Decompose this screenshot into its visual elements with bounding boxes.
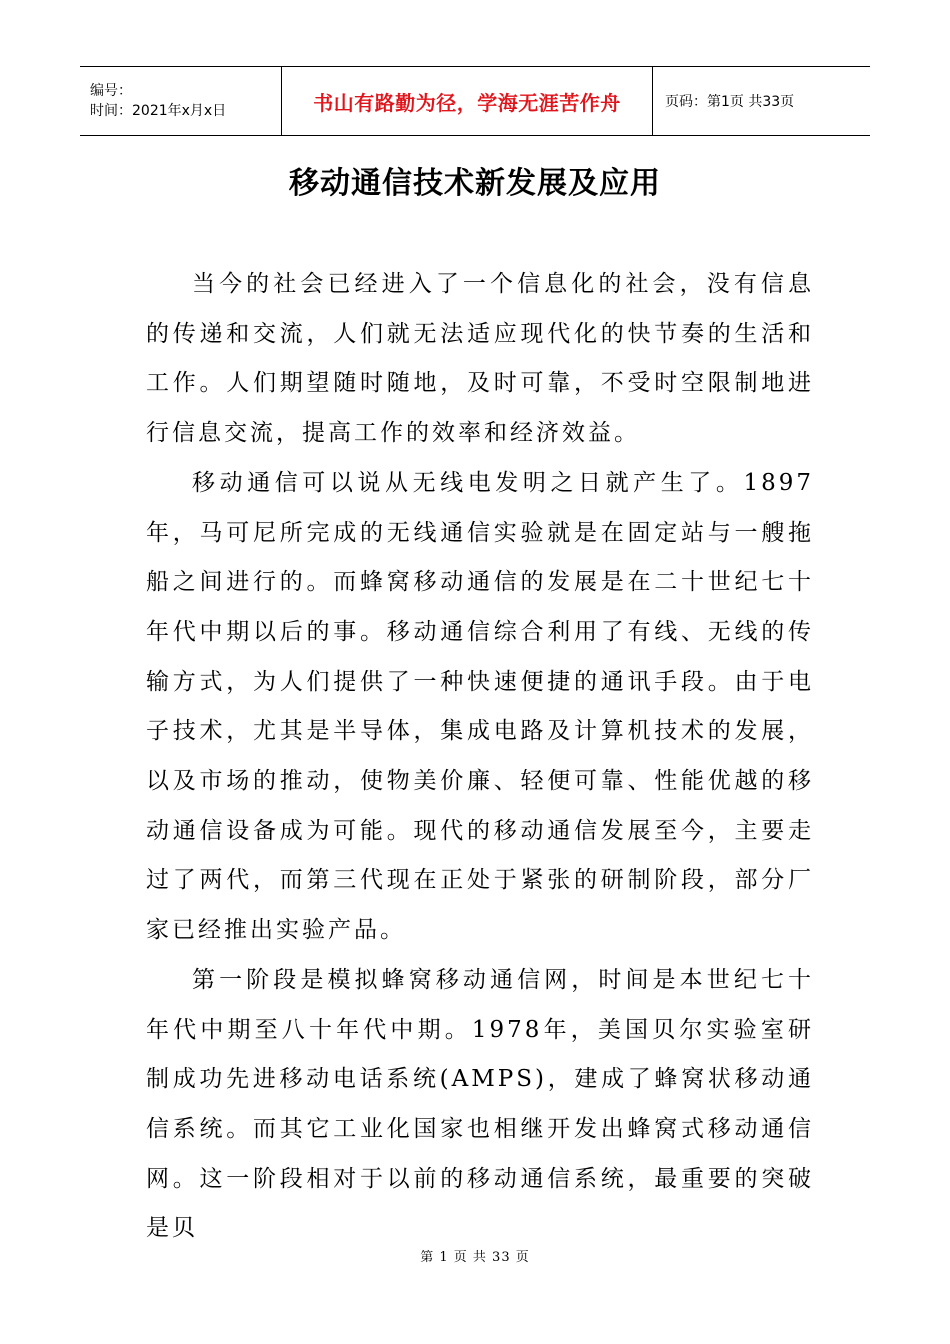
header-table xyxy=(80,66,870,136)
paragraph-3: 第一阶段是模拟蜂窝移动通信网，时间是本世纪七十年代中期至八十年代中期。1978年，美国贝尔实验室研制成功先进移动电话系统(AMPS)，建成了蜂窝状移动通信系统。而其它工业化国家也相继开发出蜂窝式移动通信网。这一阶段相对于以前的移动通信系统，最重要的突破是贝 xyxy=(146,966,814,1242)
page-info-cell xyxy=(653,67,870,135)
page-info-text: 页码：第1页 共33页 xyxy=(665,94,795,110)
motto-text: 书山有路勤为径，学海无涯苦作舟 xyxy=(313,90,621,115)
time-label: 时间：2021年x月x日 xyxy=(90,103,227,119)
page-footer: 第 1 页 共 33 页 xyxy=(420,1250,530,1265)
header-meta-cell xyxy=(80,67,281,135)
paragraph-2: 移动通信可以说从无线电发明之日就产生了。1897年，马可尼所完成的无线通信实验就是在固定站与一艘拖船之间进行的。而蜂窝移动通信的发展是在二十世纪七十年代中期以后的事。移动通信综合利用了有线、无线的传输方式，为人们提供了一种快速便捷的通讯手段。由于电子技术，尤其是半导体，集成电路及计算机技术的发展，以及市场的推动，使物美价廉、轻便可靠、性能优越的移动通信设备成为可能。现代的移动通信发展至今，主要走过了两代，而第三代现在正处于紧张的研制阶段，部分厂家已经推出实验产品。 xyxy=(146,469,814,944)
paragraph-1: 当今的社会已经进入了一个信息化的社会，没有信息的传递和交流，人们就无法适应现代化的快节奏的生活和工作。人们期望随时随地，及时可靠，不受时空限制地进行信息交流，提高工作的效率和经济效益。 xyxy=(146,271,814,447)
motto-cell xyxy=(281,67,653,135)
document-body xyxy=(146,260,814,1254)
number-label: 编号： xyxy=(90,83,132,99)
document-title: 移动通信技术新发展及应用 xyxy=(289,166,661,201)
